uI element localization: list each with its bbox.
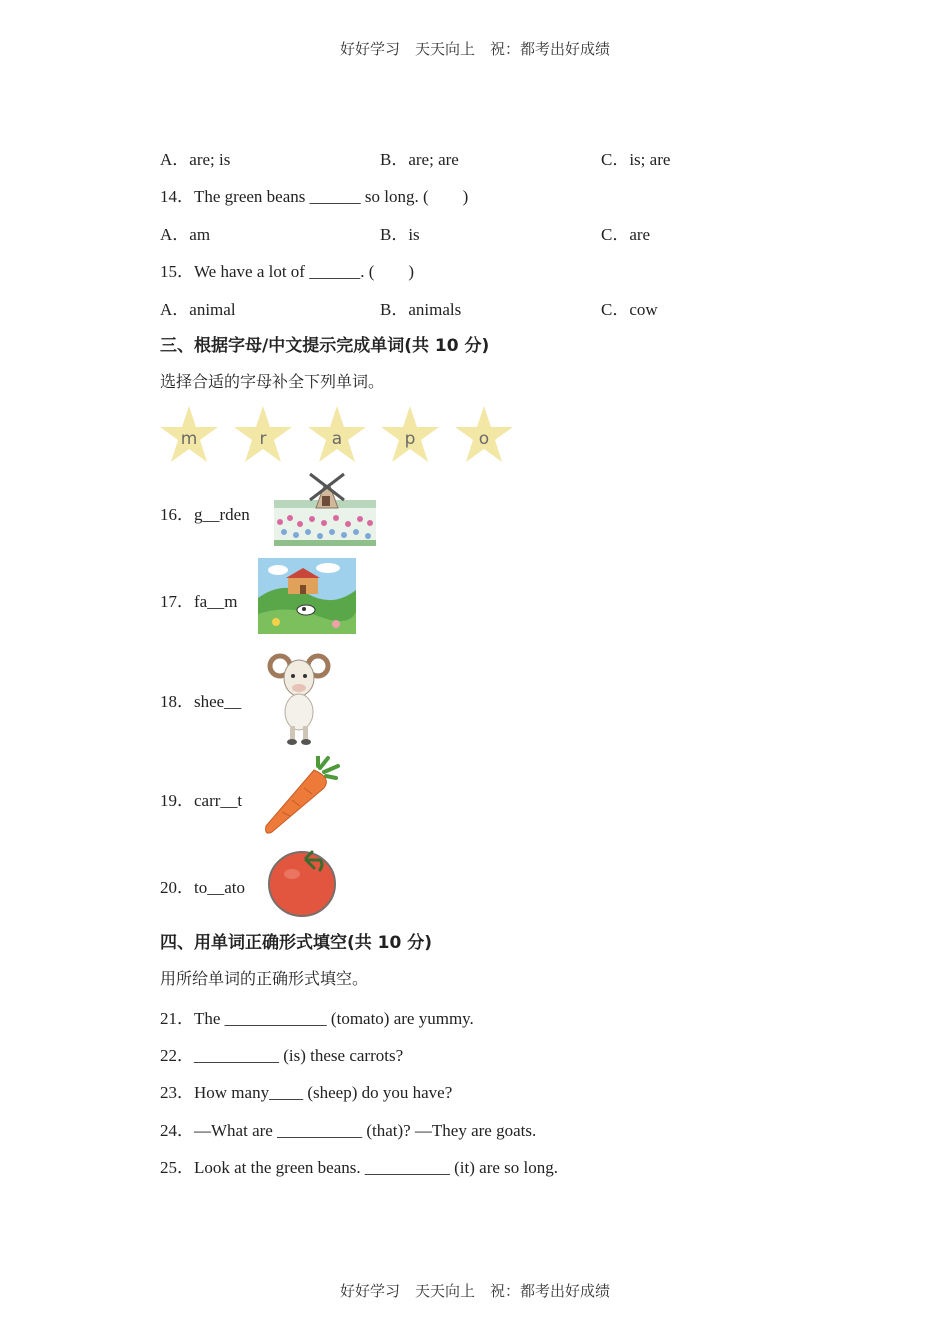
star-p: [381, 406, 439, 462]
star-m: [160, 406, 218, 462]
q13-option-c: C．is; are: [601, 150, 671, 169]
sheep-picture: [266, 648, 332, 746]
q14-stem: 14．The green beans ______ so long. ( ): [160, 187, 469, 206]
page-footer: 好好学习 天天向上 祝：都考出好成绩: [339, 1282, 610, 1300]
item-18: 18．shee__: [160, 692, 242, 711]
q13-option-b: B．are; are: [380, 150, 459, 169]
item-19: 19．carr__t: [160, 791, 243, 810]
letter-stars: [158, 404, 528, 466]
item-25: 25．Look at the green beans. __________ (it) are so long.: [160, 1158, 558, 1177]
q15-option-a: A．animal: [160, 300, 236, 319]
q15-stem: 15．We have a lot of ______. ( ): [160, 262, 415, 281]
item-16: 16．g__rden: [160, 505, 250, 524]
item-17: 17．fa__m: [160, 592, 238, 611]
item-23: 23．How many____ (sheep) do you have?: [160, 1083, 453, 1102]
section3-instruction: 选择合适的字母补全下列单词。: [160, 372, 385, 391]
q15-option-c: C．cow: [601, 300, 658, 319]
star-letter: o: [478, 429, 490, 449]
star-letter: a: [331, 429, 343, 449]
star-r: [234, 406, 292, 462]
q14-option-a: A．am: [160, 225, 211, 244]
star-letter: m: [180, 429, 198, 449]
star-a: [308, 406, 366, 462]
section4-instruction: 用所给单词的正确形式填空。: [160, 969, 369, 988]
star-o: [455, 406, 513, 462]
section4-title: 四、用单词正确形式填空(共 10 分): [160, 933, 433, 953]
carrot-picture: [262, 756, 340, 836]
page-header: 好好学习 天天向上 祝：都考出好成绩: [339, 40, 610, 58]
section3-title: 三、根据字母/中文提示完成单词(共 10 分): [160, 336, 490, 356]
star-letter: r: [259, 429, 267, 449]
q14-option-b: B．is: [380, 225, 420, 244]
tomato-picture: [266, 848, 338, 918]
star-letter: p: [404, 429, 416, 449]
farm-picture: [258, 558, 356, 634]
q14-option-c: C．are: [601, 225, 651, 244]
garden-windmill-picture: [272, 472, 378, 548]
item-22: 22．__________ (is) these carrots?: [160, 1046, 404, 1065]
item-24: 24．—What are __________ (that)? —They are goats.: [160, 1121, 537, 1140]
q13-option-a: A．are; is: [160, 150, 231, 169]
q15-option-b: B．animals: [380, 300, 462, 319]
item-20: 20．to__ato: [160, 878, 245, 897]
item-21: 21．The ____________ (tomato) are yummy.: [160, 1009, 474, 1028]
